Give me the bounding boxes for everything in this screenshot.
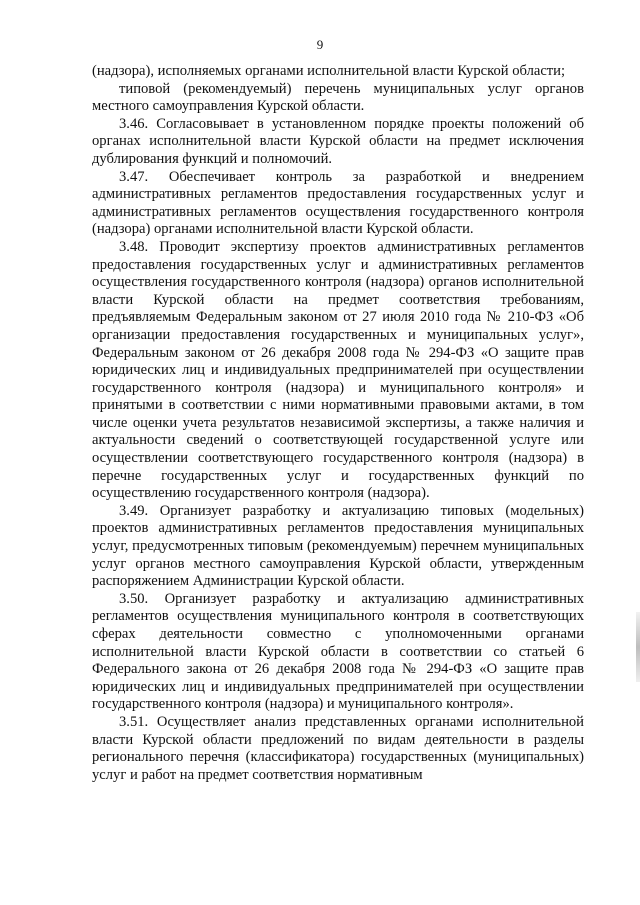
paragraph-typical-services-list: типовой (рекомендуемый) перечень муниципальных услуг органов местного самоуправления Курской области. — [92, 80, 584, 115]
paragraph-3-48: 3.48. Проводит экспертизу проектов административных регламентов предоставления государственных услуг и административных регламентов осуществления государственного контроля (надзора) органов исполнительной власти Курской области на предмет соответствия требованиям, предъявляемым Федеральным законом от 27 июля 2010 года № 210-ФЗ «Об организации предоставления государственных и муниципальных услуг», Федеральным законом от 26 декабря 2008 года № 294-ФЗ «О защите прав юридических лиц и индивидуальных предпринимателей при осуществлении государственного контроля (надзора) и муниципального контроля» и принятыми в соответствии с ними нормативными правовыми актами, в том числе оценки учета результатов независимой экспертизы, а также наличия и актуальности сведений о соответствующей государственной услуге или осуществлении соответствующего государственного контроля (надзора) в перечне государственных услуг и государственных функций по осуществлению государственного контроля (надзора). — [92, 238, 584, 502]
paragraph-3-50: 3.50. Организует разработку и актуализацию административных регламентов осуществления муниципального контроля в соответствующих сферах деятельности совместно с уполномоченными органами исполнительной власти Курской области в соответствии со статьей 6 Федерального закона от 26 декабря 2008 года № 294-ФЗ «О защите прав юридических лиц и индивидуальных предпринимателей при осуществлении государственного контроля (надзора) и муниципального контроля». — [92, 590, 584, 713]
paragraph-3-46: 3.46. Согласовывает в установленном порядке проекты положений об органах исполнительной власти Курской области на предмет исключения дублирования функций и полномочий. — [92, 115, 584, 167]
document-body — [92, 63, 584, 784]
paragraph-continuation: (надзора), исполняемых органами исполнительной власти Курской области; — [92, 63, 566, 79]
scan-edge-mark — [636, 612, 640, 682]
paragraph-3-49: 3.49. Организует разработку и актуализацию типовых (модельных) проектов административных регламентов предоставления муниципальных услуг, предусмотренных типовым (рекомендуемым) перечнем муниципальных услуг органов местного самоуправления Курской области, утвержденным распоряжением Администрации Курской области. — [92, 502, 584, 590]
page-number: 9 — [316, 37, 324, 52]
paragraph-3-47: 3.47. Обеспечивает контроль за разработкой и внедрением административных регламентов предоставления государственных услуг и административных регламентов осуществления государственного контроля (надзора) органами исполнительной власти Курской области. — [92, 168, 584, 238]
paragraph-3-51: 3.51. Осуществляет анализ представленных органами исполнительной власти Курской области предложений по видам деятельности в разделы регионального перечня (классификатора) государственных (муниципальных) услуг и работ на предмет соответствия нормативным — [92, 713, 584, 783]
